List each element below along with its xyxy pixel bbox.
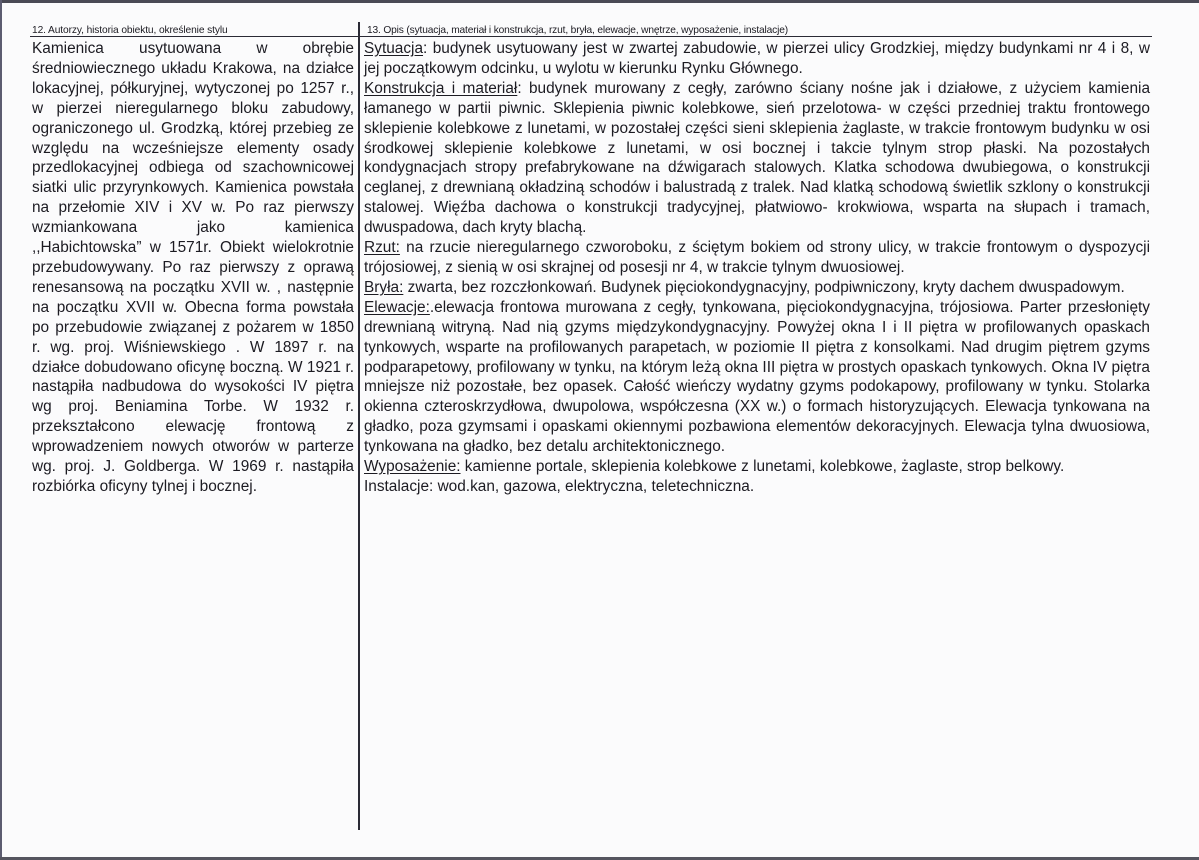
- form-header-row: [30, 22, 1152, 36]
- text-rzut: na rzucie nieregularnego czworoboku, z ściętym bokiem od strony ulicy, w trakcie frontowym o dyspozycji trójosiowej, z sienią w osi skrajnej od posesji nr 4, w trakcie tylnym dwuosiowej.: [364, 239, 1150, 276]
- paragraph-sytuacja: Sytuacja: budynek usytuowany jest w zwartej zabudowie, w pierzei ulicy Grodzkiej, między budynkami nr 4 i 8, w jej początkowym odcinku, u wylotu w kierunku Rynku Głównego.: [364, 40, 1150, 77]
- label-bryla: Bryła:: [364, 278, 404, 296]
- section-13-header: 13. Opis (sytuacja, materiał i konstrukcja, rzut, bryła, elewacje, wnętrze, wyposażenie, instalacje): [367, 25, 788, 36]
- text-elewacje: .elewacja frontowa murowana z cegły, tynkowana, pięciokondygnacyjna, trójosiowa. Parter przesłonięty drewnianą witryną. Nad nią gzyms międzykondygnacyjny. Powyżej okna I i II piętra w profilowanych opaskach tynkowych, wsparte na profilowanych parapetach, w poziomie II piętra z konsolkami. Nad drugim piętrem gzyms podparapetowy, profilowany w tynku, na którym leżą okna III piętra w prostych opaskach tynkowych. Okna IV piętra mniejsze niż pozostałe, bez opasek. Całość wieńczy wydatny gzyms podokapowy, profilowany w tynku. Stolarka okienna czteroskrzydłowa, dwupolowa, współczesna (XX w.) o formach historyzujących. Elewacja tynkowana na gładko, poza gzymsami i opaskami okiennymi pozbawiona elementów dekoracyjnych. Elewacja tylna dwuosiowa, tynkowana na gładko, bez detalu architektonicznego.: [364, 298, 1150, 456]
- column-divider: [358, 22, 360, 830]
- history-text: Kamienica usytuowana w obrębie średniowiecznego układu Krakowa, na działce lokacyjnej, półkuryjnej, wytyczonej po 1257 r., w pierzei nieregularnego bloku zabudowy, ograniczonego ul. Grodzką, której przebieg ze względu na wcześniejsze elementy osady przedlokacyjnej odbiega od szachownicowej siatki ulic przyrynkowych. Kamienica powstała na przełomie XIV i XV w. Po raz pierwszy wzmiankowana jako kamienica ,,Habichtowska” w 1571r. Obiekt wielokrotnie przebudowywany. Po raz pierwszy z oprawą renesansową na początku XVII w. , następnie na początku XVII w. Obecna forma powstała po przebudowie związanej z pożarem w 1850 r. wg. proj. Wiśniewskiego . W 1897 r. na działce dobudowano oficynę boczną. W 1921 r. nastąpiła nadbudowa do wysokości IV piętra wg proj. Beniamina Torbe. W 1932 r. przekształcono elewację frontową z wprowadzeniem nowych otworów w parterze wg. proj. J. Goldberga. W 1969 r. nastąpiła rozbiórka oficyny tylnej i bocznej.: [32, 40, 354, 495]
- text-sytuacja: budynek usytuowany jest w zwartej zabudowie, w pierzei ulicy Grodzkiej, między budynkami nr 4 i 8, w jej początkowym odcinku, u wylotu w kierunku Rynku Głównego.: [364, 40, 1150, 77]
- label-sytuacja: Sytuacja: [364, 40, 424, 57]
- label-konstrukcja: Konstrukcja i materiał: [364, 79, 518, 97]
- paragraph-instalacje: [364, 477, 1150, 497]
- label-rzut: Rzut:: [364, 239, 400, 257]
- paragraph-rzut: [364, 238, 1150, 278]
- text-bryla: zwarta, bez rozczłonkowań. Budynek pięciokondygnacyjny, podpiwniczony, kryty dachem dwuspadowym.: [403, 278, 1125, 296]
- paragraph-bryla: [364, 278, 1150, 298]
- text-instalacje: Instalacje: wod.kan, gazowa, elektryczna, teletechniczna.: [364, 477, 755, 495]
- paragraph-konstrukcja: Konstrukcja i materiał: budynek murowany z cegły, zarówno ściany nośne jak i działowe, z użyciem kamienia łamanego w partii piwnic. Sklepienia piwnic kolebkowe, sień przelotowa- w części przedniej traktu frontowego sklepienie kolebkowe z lunetami, w pozostałej części sieni sklepienia żaglaste, w trakcie frontowym budynku w osi środkowej sklepienie kolebkowe z lunetami, w osi bocznej i takcie tylnym strop płaski. Na pozostałych kondygnacjach stropy prefabrykowane na dźwigarach stalowych. Klatka schodowa dwubiegowa, o konstrukcji ceglanej, z drewnianą okładziną schodów i balustradą z tralek. Nad klatką schodową świetlik szklony o konstrukcji stalowej. Więźba dachowa o konstrukcji tradycyjnej, płatwiowo- krokwiowa, wsparta na słupach i tramach, dwuspadowa, dach kryty blachą.: [364, 79, 1151, 237]
- text-konstrukcja: budynek murowany z cegły, zarówno ściany nośne jak i działowe, z użyciem kamienia łamanego w partii piwnic. Sklepienia piwnic kolebkowe, sień przelotowa- w części przedniej traktu frontowego sklepienie kolebkowe z lunetami, w pozostałej części sieni sklepienia żaglaste, w trakcie frontowym budynku w osi środkowej sklepienie kolebkowe z lunetami, w osi bocznej i takcie tylnym strop płaski. Na pozostałych kondygnacjach stropy prefabrykowane na dźwigarach stalowych. Klatka schodowa dwubiegowa, o konstrukcji ceglanej, z drewnianą okładziną schodów i balustradą z tralek. Nad klatką schodową świetlik szklony o konstrukcji stalowej. Więźba dachowa o konstrukcji tradycyjnej, płatwiowo- krokwiowa, wsparta na słupach i tramach, dwuspadowa, dach kryty blachą.: [364, 79, 1151, 237]
- label-elewacje: Elewacje:: [364, 298, 430, 316]
- label-wyposazenie: Wyposażenie:: [364, 458, 461, 476]
- paragraph-wyposazenie: [364, 457, 1150, 477]
- section-12-body: [32, 39, 354, 497]
- header-rule: [30, 36, 1152, 37]
- section-13-body: [364, 39, 1150, 497]
- paragraph-elewacje: [364, 298, 1150, 457]
- text-wyposazenie: kamienne portale, sklepienia kolebkowe z lunetami, kolebkowe, żaglaste, strop belkowy.: [460, 458, 1065, 476]
- section-12-header: 12. Autorzy, historia obiektu, określenie stylu: [32, 25, 228, 36]
- scan-edge-left: [0, 0, 2, 860]
- scan-edge-top: [0, 0, 1199, 3]
